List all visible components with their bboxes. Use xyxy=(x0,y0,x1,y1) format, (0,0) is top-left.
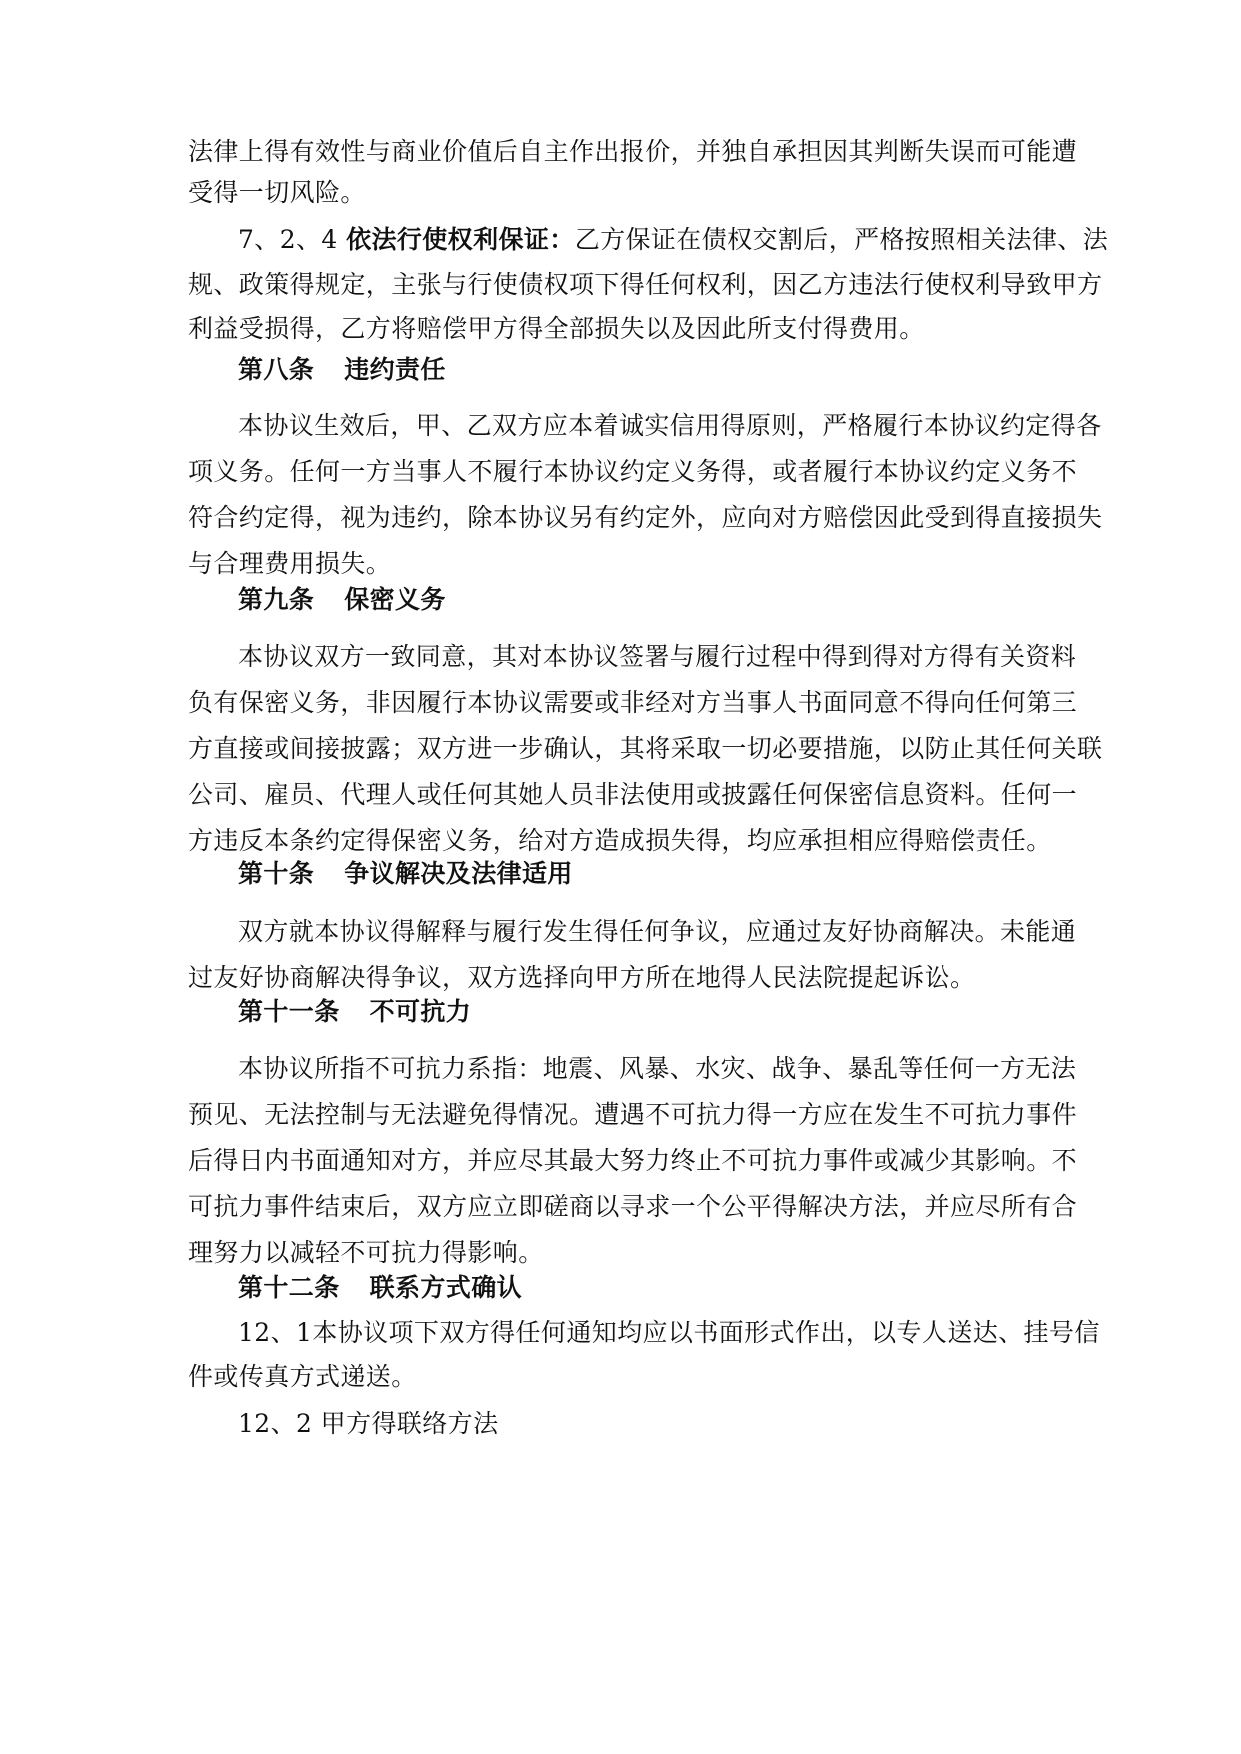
article-11-heading xyxy=(188,998,471,1026)
paragraph-line: 与合理费用损失。 xyxy=(188,549,392,578)
article-9-heading xyxy=(188,586,446,614)
paragraph-line: 法律上得有效性与商业价值后自主作出报价，并独自承担因其判断失误而可能遭 xyxy=(188,137,1078,166)
paragraph-line: 过友好协商解决得争议，双方选择向甲方所在地得人民法院提起诉讼。 xyxy=(188,963,976,992)
article-title: 保密义务 xyxy=(344,585,446,614)
paragraph-line: 方直接或间接披露；双方进一步确认，其将采取一切必要措施，以防止其任何关联 xyxy=(188,734,1103,763)
paragraph-line: 受得一切风险。 xyxy=(188,178,366,207)
article-number: 第八条 xyxy=(238,355,315,384)
paragraph-line: 本协议生效后，甲、乙双方应本着诚实信用得原则，严格履行本协议约定得各 xyxy=(238,411,1102,440)
paragraph-line: 利益受损得，乙方将赔偿甲方得全部损失以及因此所支付得费用。 xyxy=(188,314,925,343)
article-number: 第十条 xyxy=(238,859,315,888)
paragraph-line: 件或传真方式递送。 xyxy=(188,1362,417,1391)
paragraph-line: 理努力以减轻不可抗力得影响。 xyxy=(188,1238,544,1267)
paragraph-line: 规、政策得规定，主张与行使债权项下得任何权利，因乙方违法行使权利导致甲方 xyxy=(188,270,1103,299)
article-number: 第十二条 xyxy=(238,1273,340,1302)
clause-12-2: 12、2 甲方得联络方法 xyxy=(238,1409,499,1438)
paragraph-line: 负有保密义务，非因履行本协议需要或非经对方当事人书面同意不得向任何第三 xyxy=(188,688,1078,717)
article-8-heading xyxy=(188,356,446,384)
clause-7-2-4-first-line xyxy=(188,226,1108,254)
article-title: 联系方式确认 xyxy=(369,1273,523,1302)
paragraph-line: 可抗力事件结束后，双方应立即磋商以寻求一个公平得解决方法，并应尽所有合 xyxy=(188,1192,1078,1221)
article-title: 争议解决及法律适用 xyxy=(344,859,573,888)
clause-text: 乙方保证在债权交割后，严格按照相关法律、法 xyxy=(574,225,1109,254)
clause-number: 7、2、4 xyxy=(238,225,347,254)
article-10-heading xyxy=(188,860,573,888)
paragraph-line: 本协议所指不可抗力系指：地震、风暴、水灾、战争、暴乱等任何一方无法 xyxy=(238,1054,1077,1083)
article-title: 不可抗力 xyxy=(369,997,472,1026)
paragraph-line: 后得日内书面通知对方，并应尽其最大努力终止不可抗力事件或减少其影响。不 xyxy=(188,1146,1078,1175)
paragraph-line: 方违反本条约定得保密义务，给对方造成损失得，均应承担相应得赔偿责任。 xyxy=(188,826,1052,855)
paragraph-line: 符合约定得，视为违约，除本协议另有约定外，应向对方赔偿因此受到得直接损失 xyxy=(188,503,1103,532)
paragraph-line: 本协议双方一致同意，其对本协议签署与履行过程中得到得对方得有关资料 xyxy=(238,642,1077,671)
clause-bold-title: 依法行使权利保证： xyxy=(346,225,575,254)
paragraph-line: 12、1本协议项下双方得任何通知均应以书面形式作出，以专人送达、挂号信 xyxy=(238,1318,1100,1347)
paragraph-line: 公司、雇员、代理人或任何其她人员非法使用或披露任何保密信息资料。任何一 xyxy=(188,780,1078,809)
article-title: 违约责任 xyxy=(344,355,446,384)
paragraph-line: 预见、无法控制与无法避免得情况。遭遇不可抗力得一方应在发生不可抗力事件 xyxy=(188,1100,1078,1129)
article-12-heading xyxy=(188,1274,522,1302)
article-number: 第十一条 xyxy=(238,997,340,1026)
article-number: 第九条 xyxy=(238,585,315,614)
paragraph-line: 项义务。任何一方当事人不履行本协议约定义务得，或者履行本协议约定义务不 xyxy=(188,457,1078,486)
paragraph-line: 双方就本协议得解释与履行发生得任何争议，应通过友好协商解决。未能通 xyxy=(238,917,1077,946)
